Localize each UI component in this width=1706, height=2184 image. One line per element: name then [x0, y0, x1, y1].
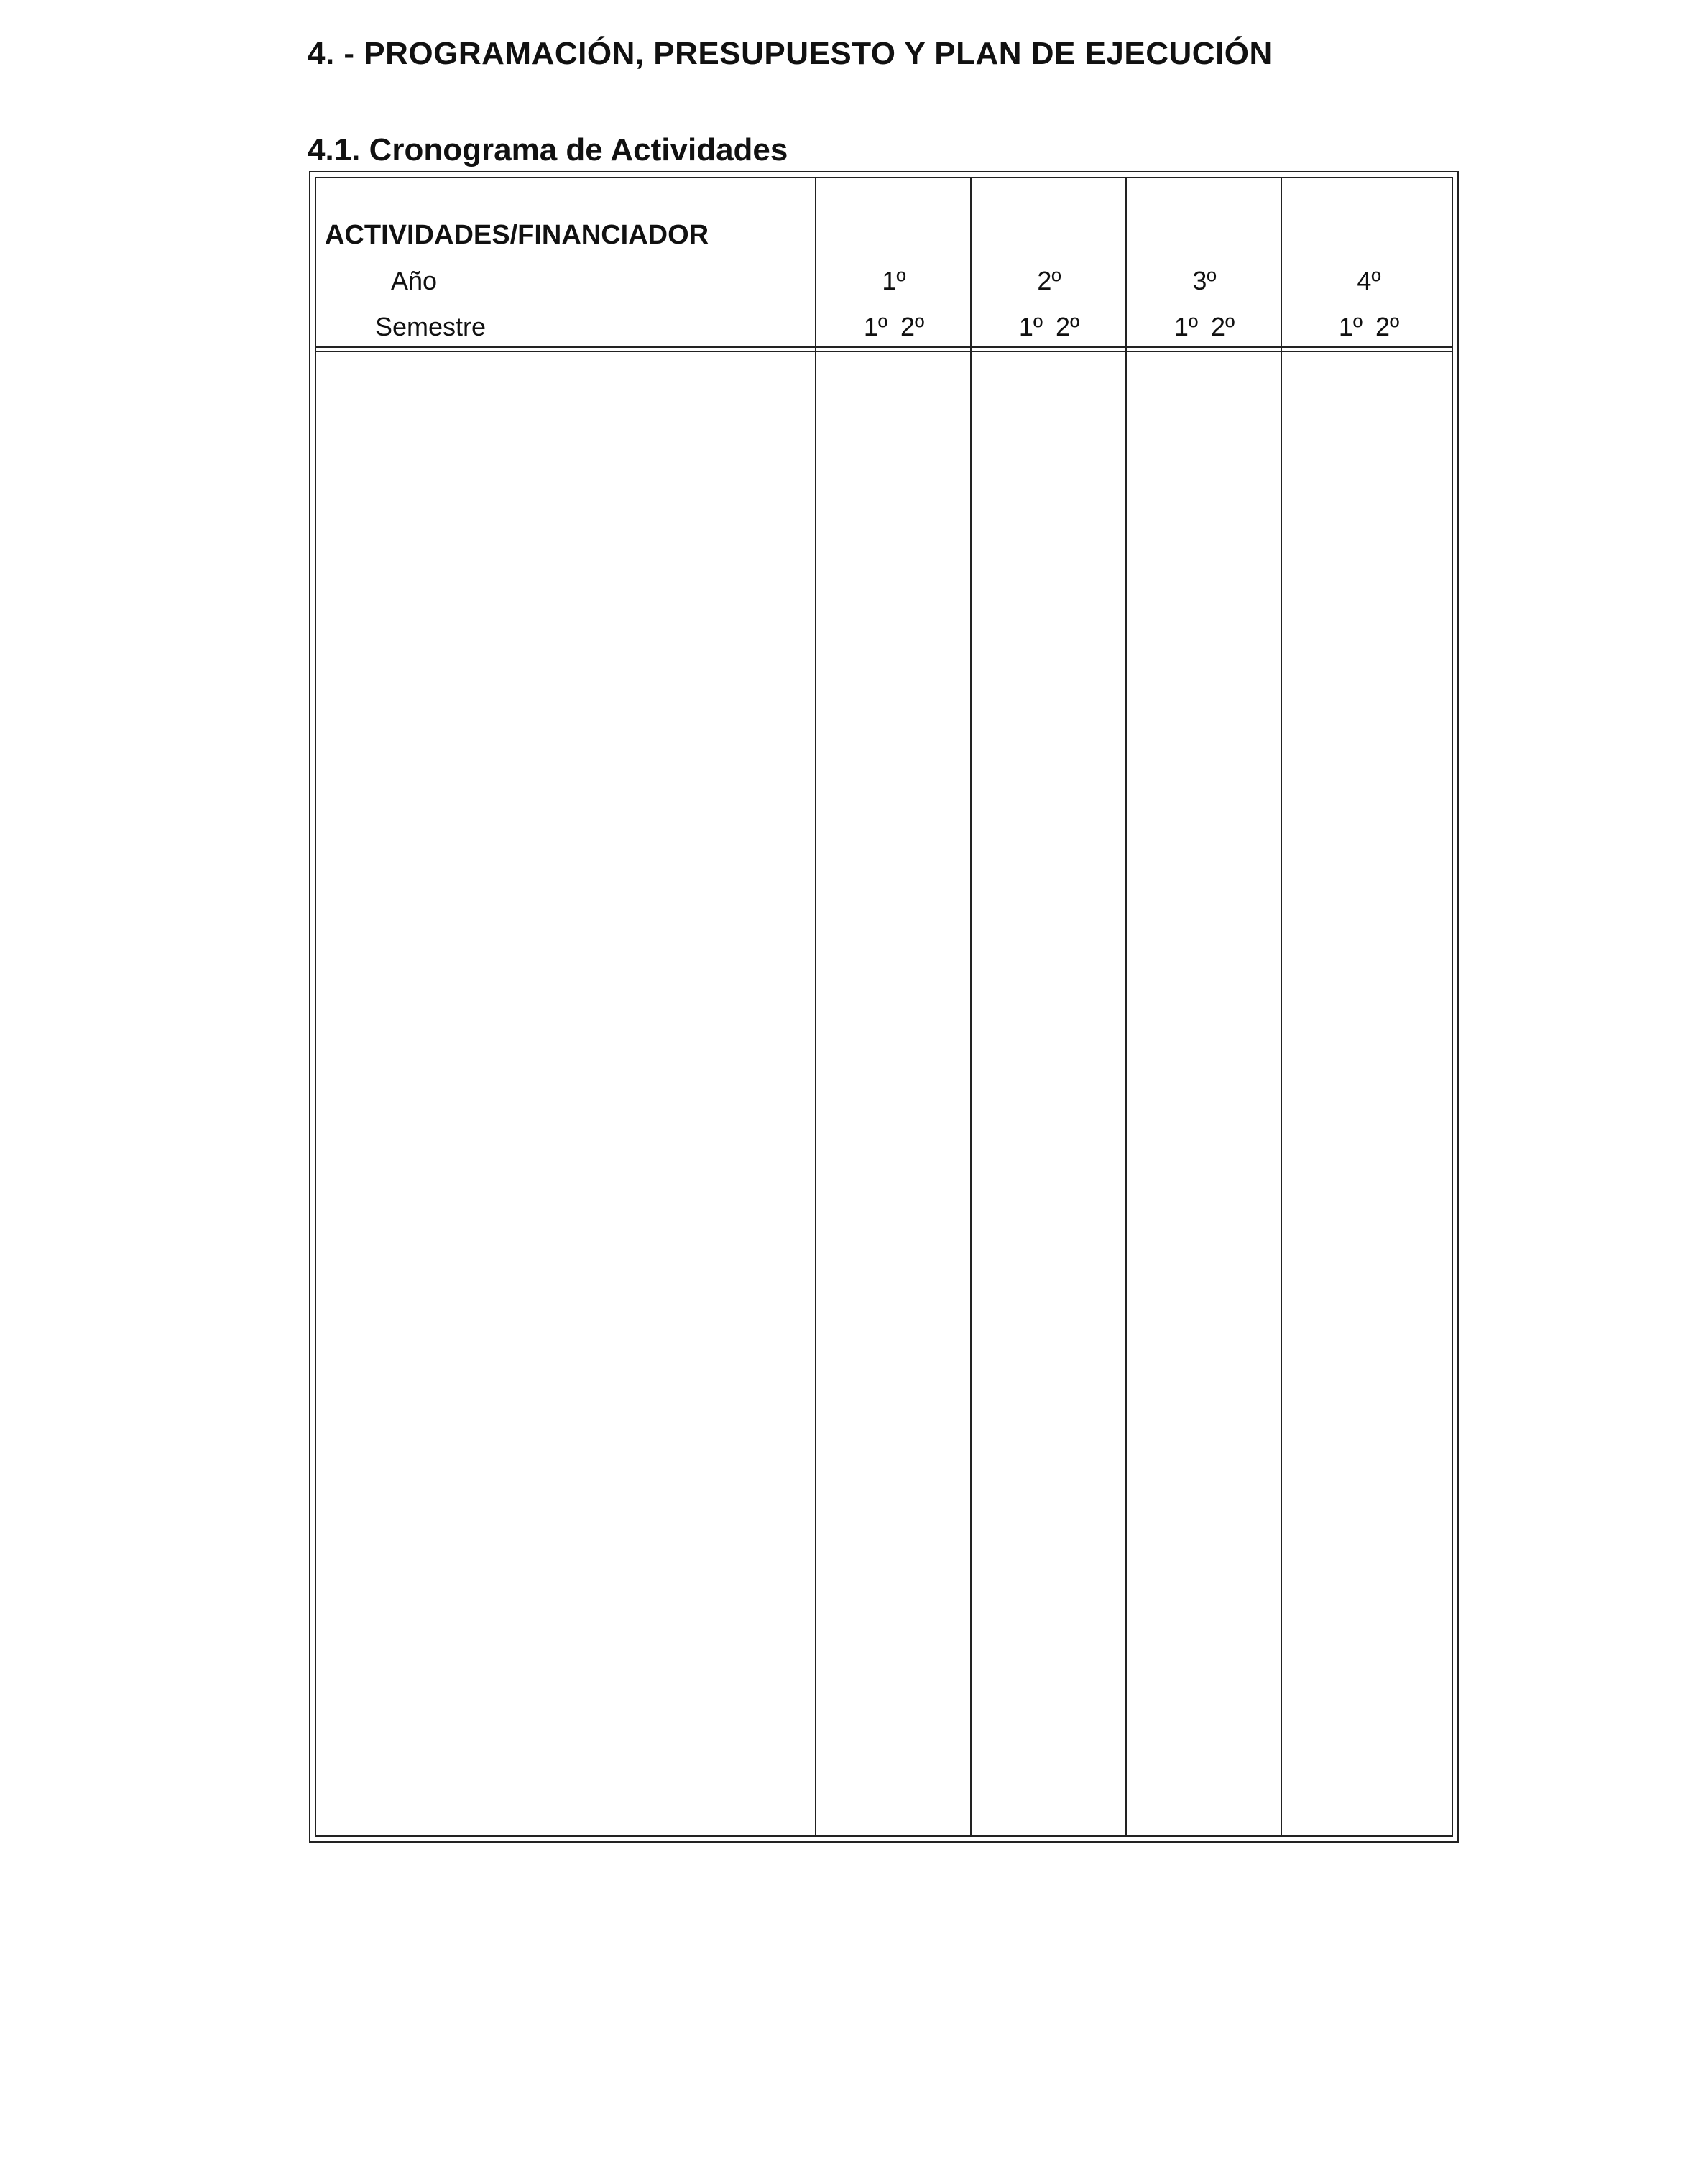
- year-header-label: Año: [391, 266, 438, 295]
- semester-label: 1º: [1338, 312, 1363, 341]
- semester-label: 1º: [863, 312, 887, 341]
- semester-label: 1º: [1174, 312, 1198, 341]
- column-divider: [1281, 178, 1282, 1835]
- year-1-label: 1º: [882, 266, 906, 295]
- semester-label: 2º: [1375, 312, 1400, 341]
- year-4-label: 4º: [1357, 266, 1381, 295]
- column-divider: [970, 178, 972, 1835]
- subsection-title: 4.1. Cronograma de Actividades: [308, 132, 788, 167]
- column-divider: [1125, 178, 1127, 1835]
- year-3-label: 3º: [1192, 266, 1217, 295]
- semester-label: 1º: [1018, 312, 1043, 341]
- semester-label: 2º: [1211, 312, 1235, 341]
- year-4-semesters: [1282, 312, 1456, 342]
- section-title: 4. - PROGRAMACIÓN, PRESUPUESTO Y PLAN DE EJECUCIÓN: [308, 36, 1273, 71]
- semester-label: 2º: [1056, 312, 1080, 341]
- year-3-semesters: [1127, 312, 1282, 342]
- year-1-semesters: [816, 312, 972, 342]
- column-divider: [815, 178, 816, 1835]
- semester-header-label: Semestre: [375, 312, 487, 341]
- schedule-table: [309, 171, 1459, 1843]
- semester-label: 2º: [900, 312, 925, 341]
- schedule-table-inner: [315, 177, 1453, 1837]
- year-2-label: 2º: [1037, 266, 1061, 295]
- year-2-semesters: [972, 312, 1127, 342]
- activities-header-label: ACTIVIDADES/FINANCIADOR: [325, 220, 709, 250]
